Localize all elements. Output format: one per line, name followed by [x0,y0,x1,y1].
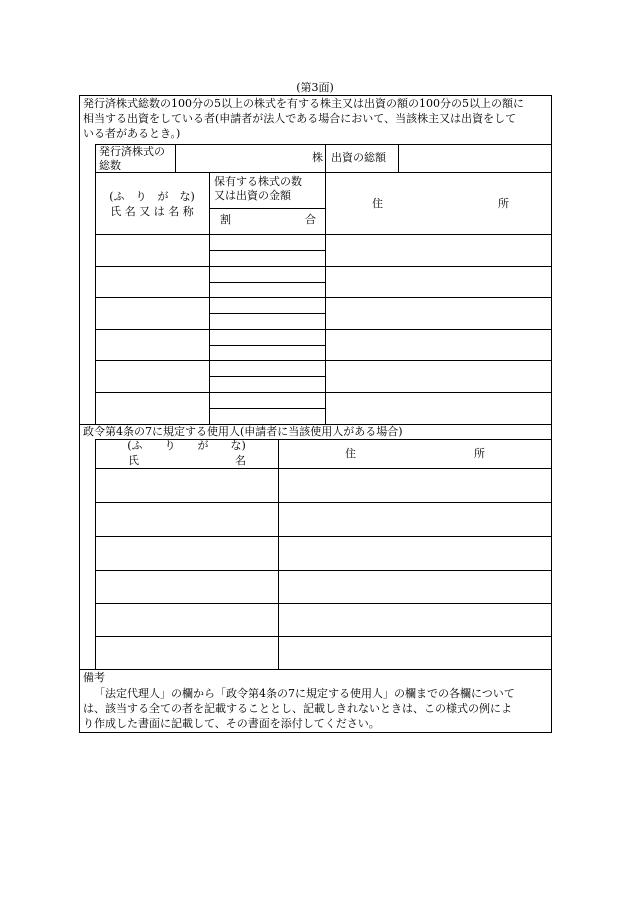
section1-heading-line: 発行済株式総数の100分の5以上の株式を有する株主又は出資の額の100分の5以上の額に [83,97,524,110]
table-subrow-line [209,250,325,251]
table-line [278,439,279,669]
section2-name-label [128,454,246,468]
section2-furigana: (ふ り が な) [127,439,246,452]
table-row-line [95,392,552,393]
holding-label [214,175,302,203]
table-row-line [95,468,552,469]
table-row-line [95,360,552,361]
name-or-company-label: 氏 名 又 は 名 称 [110,205,194,218]
table-row-line [95,636,552,637]
section1-indent-line [95,144,96,424]
table-subrow-line [209,345,325,346]
table-row-line [95,297,552,298]
page-title: (第3面) [296,81,334,94]
table-line [175,144,176,172]
table-row-line [95,234,552,235]
section1-heading-line: 相当する出資をしている者(申請者が法人である場合において、当該株主又は出資をして [83,112,517,125]
section2-indent-line [95,439,96,669]
section1-heading-line: いる者があるとき。) [83,127,181,140]
table-subrow-line [209,313,325,314]
shares-unit: 株 [312,151,323,164]
ratio-label-right: 合 [305,213,316,226]
address-label [372,197,509,211]
table-row-line [95,329,552,330]
ratio-label-left: 割 [220,213,231,226]
section2-name-left: 氏 [128,454,139,467]
total-shares-label-line: 総数 [99,159,121,172]
table-line [209,172,210,424]
table-line [325,172,326,424]
section1-heading [83,96,524,141]
name-furigana: (ふ り が な) [109,190,195,203]
total-investment-label: 出資の総額 [331,151,386,164]
section2-address-label [345,447,485,461]
remarks-label: 備考 [83,671,105,684]
table-line [398,144,399,172]
address-label-left: 住 [372,197,383,210]
section2-address-right: 所 [474,447,485,460]
remarks-body [83,686,549,731]
holding-label-line: 又は出資の金額 [214,189,291,202]
table-line [325,144,326,172]
holding-label-line: 保有する株式の数 [214,175,302,188]
remarks-line: り作成した書面に記載して、その書面を添付してください。 [83,717,380,730]
table-row-line [95,570,552,571]
table-row-line [95,502,552,503]
table-subrow-line [209,408,325,409]
table-line [209,208,325,209]
table-subrow-line [209,282,325,283]
total-shares-label [99,145,165,173]
ratio-label [220,213,316,227]
remarks-line: は、該当する全ての者を記載することとし、記載しきれないときは、この様式の例によ [83,702,512,715]
address-label-right: 所 [498,197,509,210]
remarks-line: 「法定代理人」の欄から「政令第4条の7に規定する使用人」の欄までの各欄について [94,687,515,700]
table-row-line [95,536,552,537]
table-row-line [95,603,552,604]
section2-heading: 政令第4条の7に規定する使用人(申請者に当該使用人がある場合) [83,425,403,438]
table-subrow-line [209,376,325,377]
section2-address-left: 住 [345,447,356,460]
section-divider [79,669,552,670]
table-row-line [95,266,552,267]
total-shares-label-line: 発行済株式の [99,145,165,158]
section2-name-right: 名 [235,454,246,467]
